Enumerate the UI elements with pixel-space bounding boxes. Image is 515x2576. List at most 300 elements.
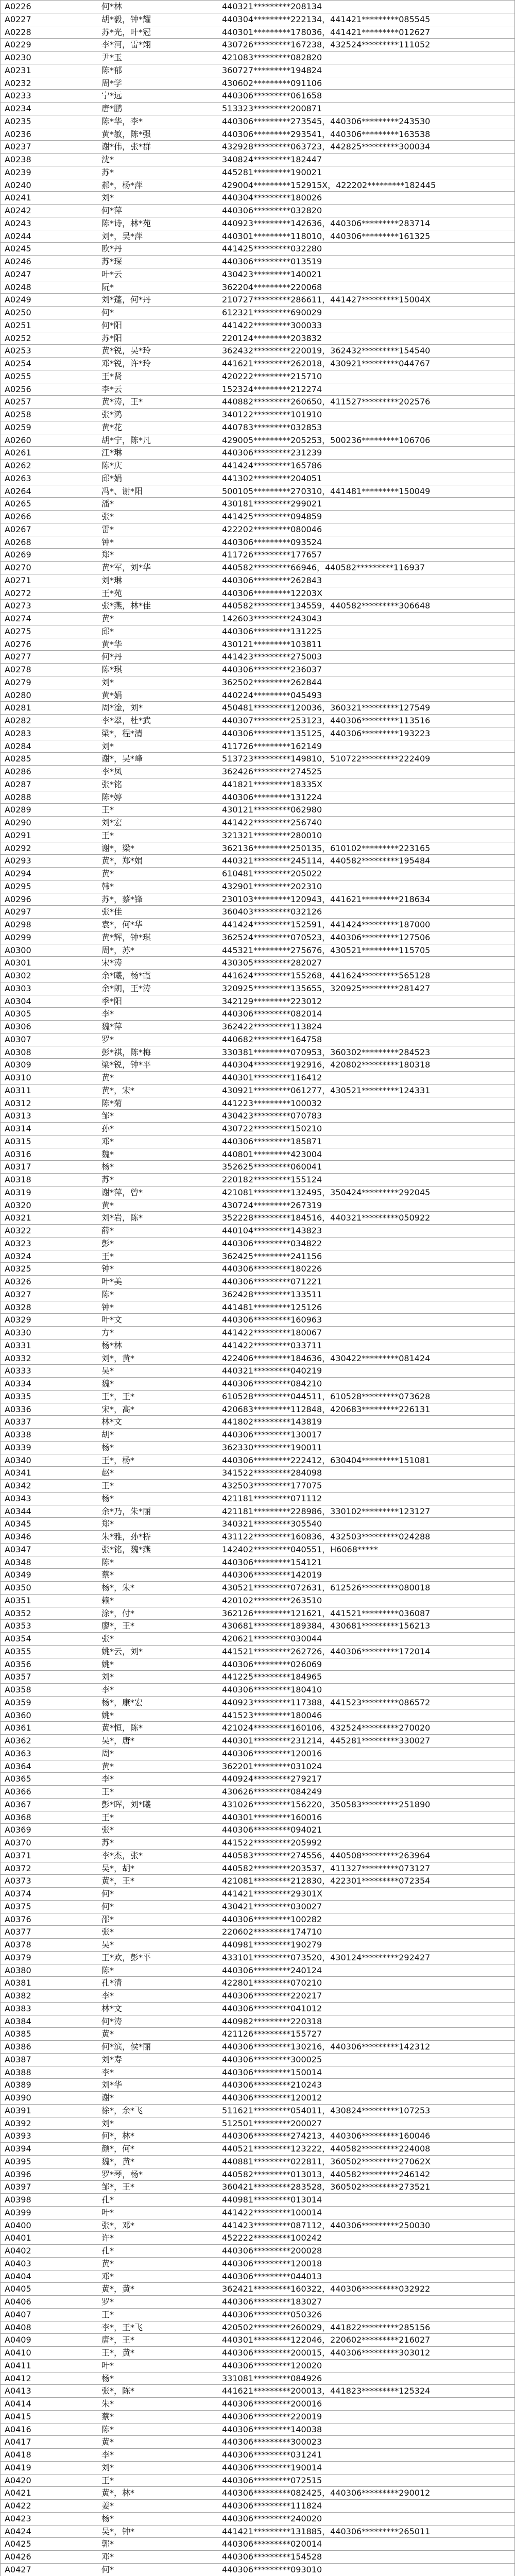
holder-name-cell: 杨*，康*宏	[101, 1697, 143, 1707]
table-row	[1, 2347, 514, 2360]
holder-name-cell: 何*丹	[101, 652, 123, 662]
holder-name-cell: 王*	[101, 1251, 114, 1261]
holder-name-cell: 蔡*	[101, 2411, 114, 2421]
table-row	[1, 2168, 514, 2181]
holder-name-cell: 钟*	[101, 1302, 114, 1312]
id-number-cell: 421181*********071112	[222, 1493, 322, 1503]
table-row	[1, 409, 514, 421]
table-row	[1, 307, 514, 319]
table-row	[1, 1174, 514, 1187]
id-number-cell: 440306*********082014	[222, 1009, 322, 1019]
record-id-cell: A0307	[5, 1034, 31, 1044]
holder-name-cell: 余*乃，朱*丽	[101, 1506, 151, 1516]
id-number-cell: 433101*********073520，430124*********292427	[222, 1952, 431, 1962]
id-number-cell: 362422*********113824	[222, 1022, 322, 1031]
table-row	[1, 2181, 514, 2194]
holder-name-cell: 陈*华，李*	[101, 116, 143, 126]
table-row	[1, 1607, 514, 1620]
table-row	[1, 1403, 514, 1416]
table-row	[1, 1238, 514, 1250]
holder-name-cell: 张*佳	[101, 907, 123, 917]
table-row	[1, 447, 514, 460]
record-id-cell: A0302	[5, 971, 31, 980]
id-number-cell: 352625*********060041	[222, 1162, 322, 1172]
table-row	[1, 1212, 514, 1225]
table-row	[1, 26, 514, 39]
record-id-cell: A0408	[5, 2322, 31, 2332]
holder-name-cell: 孔*	[101, 2195, 114, 2205]
table-row	[1, 855, 514, 868]
id-number-cell: 331081*********084926	[222, 2373, 322, 2383]
record-id-cell: A0336	[5, 1404, 31, 1414]
table-row	[1, 2041, 514, 2054]
holder-name-cell: 张*鸿	[101, 410, 123, 419]
table-row	[1, 1633, 514, 1646]
holder-name-cell: 余*曦，杨*霞	[101, 971, 151, 980]
table-row	[1, 804, 514, 817]
record-id-cell: A0272	[5, 588, 31, 598]
holder-name-cell: 朱*雅，孙*桥	[101, 1532, 151, 1541]
record-id-cell: A0278	[5, 665, 31, 674]
holder-name-cell: 罗*	[101, 1034, 114, 1044]
holder-name-cell: 黄*华	[101, 639, 123, 649]
holder-name-cell: 杨*	[101, 2513, 114, 2523]
holder-name-cell: 王*	[101, 830, 114, 840]
holder-name-cell: 叶*	[101, 2207, 114, 2217]
id-number-cell: 440306*********111824	[222, 2501, 322, 2511]
id-number-cell: 440306*********061658	[222, 91, 322, 101]
id-number-cell: 421081*********132495，350424*********292045	[222, 1187, 431, 1197]
holder-name-cell: 刘*，黄*	[101, 1353, 135, 1363]
id-number-cell: 440682*********164758	[222, 1034, 322, 1044]
holder-name-cell: 胡*	[101, 1430, 114, 1439]
record-id-cell: A0251	[5, 320, 31, 330]
record-id-cell: A0368	[5, 1812, 31, 1822]
id-number-cell: 441621*********200013，441823*********125324	[222, 2386, 431, 2396]
table-row	[1, 2092, 514, 2105]
record-id-cell: A0231	[5, 65, 31, 75]
holder-name-cell: 张*铭	[101, 779, 123, 789]
table-row	[1, 294, 514, 307]
holder-name-cell: 王*	[101, 2309, 114, 2319]
table-row	[1, 1187, 514, 1199]
record-id-cell: A0292	[5, 843, 31, 853]
holder-name-cell: 罗*	[101, 2297, 114, 2307]
record-id-cell: A0232	[5, 78, 31, 88]
record-id-cell: A0394	[5, 2144, 31, 2154]
id-number-cell: 452222*********100242	[222, 2233, 322, 2243]
holder-name-cell: 苏*琛	[101, 257, 123, 266]
record-id-cell: A0356	[5, 1659, 31, 1669]
id-number-cell: 440306*********142019	[222, 1570, 322, 1580]
table-row	[1, 1021, 514, 1033]
holder-name-cell: 王*	[101, 1481, 114, 1490]
record-id-cell: A0294	[5, 869, 31, 878]
id-number-cell: 441223*********100032	[222, 1098, 322, 1108]
record-id-cell: A0373	[5, 1876, 31, 1886]
id-number-cell: 441422*********180067	[222, 1328, 322, 1337]
record-id-cell: A0309	[5, 1060, 31, 1070]
table-row	[1, 192, 514, 205]
record-id-cell: A0385	[5, 2029, 31, 2039]
id-number-cell: 420222*********215710	[222, 371, 322, 381]
id-number-cell: 440306*********120020	[222, 2360, 322, 2370]
id-number-cell: 440306*********031241	[222, 2450, 322, 2460]
table-row	[1, 1901, 514, 1913]
table-row	[1, 256, 514, 268]
holder-name-cell: 苏*，蔡*锋	[101, 894, 143, 904]
id-number-cell: 340321*********305540	[222, 1519, 322, 1529]
holder-name-cell: 陈*庆	[101, 461, 123, 470]
holder-name-cell: 李*	[101, 1009, 114, 1019]
id-number-cell: 440582*********203537，411327*********073127	[222, 1863, 431, 1873]
record-id-cell: A0326	[5, 1277, 31, 1286]
id-number-cell: 431122*********160836，432503*********024288	[222, 1532, 431, 1541]
table-row	[1, 880, 514, 893]
id-number-cell: 152324*********212274	[222, 384, 322, 394]
holder-name-cell: 刘*	[101, 193, 114, 203]
record-id-cell: A0285	[5, 754, 31, 764]
id-number-cell: 440301*********178036，441421*********012627	[222, 27, 431, 37]
table-row	[1, 1977, 514, 1990]
table-row	[1, 2372, 514, 2385]
id-number-cell: 440306*********200015，440306*********303012	[222, 2348, 431, 2358]
record-id-cell: A0377	[5, 1927, 31, 1937]
id-number-cell: 420502*********260029，441822*********285156	[222, 2322, 431, 2332]
id-number-cell: 440301*********116412	[222, 1073, 322, 1082]
id-number-cell: 440306*********094021	[222, 1825, 322, 1835]
table-row	[1, 485, 514, 498]
record-id-cell: A0330	[5, 1328, 31, 1337]
record-id-cell: A0296	[5, 894, 31, 904]
holder-name-cell: 黄*军，刘*华	[101, 563, 151, 572]
table-row	[1, 434, 514, 447]
table-row	[1, 1913, 514, 1926]
record-id-cell: A0397	[5, 2182, 31, 2192]
id-number-cell: 430121*********062980	[222, 805, 322, 815]
table-row	[1, 944, 514, 957]
table-row	[1, 1, 514, 13]
id-number-cell: 440306*********210243	[222, 2080, 322, 2090]
table-row	[1, 1748, 514, 1760]
id-number-cell: 220124*********203832	[222, 333, 322, 343]
table-row	[1, 1442, 514, 1454]
holder-name-cell: 李*	[101, 1685, 114, 1694]
table-row	[1, 2156, 514, 2168]
holder-name-cell: 方*	[101, 1328, 114, 1337]
record-id-cell: A0276	[5, 639, 31, 649]
holder-name-cell: 陈*婷	[101, 792, 123, 802]
id-number-cell: 440304*********222134，441421*********085545	[222, 14, 431, 24]
holder-name-cell: 何*萍	[101, 206, 123, 215]
id-number-cell: 440981*********013014	[222, 2195, 322, 2205]
holder-name-cell: 陈*诗，林*苑	[101, 218, 151, 228]
table-row	[1, 1531, 514, 1544]
record-id-cell: A0338	[5, 1430, 31, 1439]
record-id-cell: A0417	[5, 2437, 31, 2447]
table-row	[1, 2194, 514, 2207]
table-row	[1, 2003, 514, 2015]
table-row	[1, 1722, 514, 1735]
holder-name-cell: 王*苑	[101, 588, 123, 598]
id-number-cell: 422202*********080046	[222, 524, 322, 534]
table-row	[1, 995, 514, 1008]
record-id-cell: A0418	[5, 2450, 31, 2460]
holder-name-cell: 陈*	[101, 1289, 114, 1299]
record-id-cell: A0290	[5, 818, 31, 827]
id-number-cell: 440306*********120018	[222, 2258, 322, 2268]
id-number-cell: 420621*********030044	[222, 1634, 322, 1643]
holder-name-cell: 黄*，王*	[101, 1876, 135, 1886]
record-id-cell: A0248	[5, 282, 31, 292]
holder-name-cell: 黄*恒，陈*	[101, 1723, 143, 1733]
id-number-cell: 320925*********135655，320925*********281427	[222, 983, 431, 993]
table-row	[1, 1620, 514, 1633]
id-number-cell: 440306*********072515	[222, 2475, 322, 2485]
holder-name-cell: 黄*敏，陈*强	[101, 129, 151, 139]
record-id-cell: A0228	[5, 27, 31, 37]
holder-name-cell: 黄*花	[101, 422, 123, 432]
table-row	[1, 638, 514, 651]
record-id-cell: A0313	[5, 1111, 31, 1121]
record-id-cell: A0348	[5, 1557, 31, 1567]
table-row	[1, 1952, 514, 1964]
record-id-cell: A0268	[5, 537, 31, 547]
table-row	[1, 1862, 514, 1875]
record-id-cell: A0242	[5, 206, 31, 215]
table-row	[1, 1327, 514, 1340]
table-row	[1, 396, 514, 409]
table-row	[1, 2500, 514, 2513]
holder-name-cell: 尹*玉	[101, 53, 123, 62]
record-id-cell: A0252	[5, 333, 31, 343]
record-id-cell: A0363	[5, 1748, 31, 1758]
holder-name-cell: 李*	[101, 1991, 114, 2001]
id-number-cell: 440982*********220318	[222, 2016, 322, 2026]
holder-name-cell: 刘*宏	[101, 818, 123, 827]
record-id-cell: A0364	[5, 1761, 31, 1771]
id-number-cell: 441422*********300033	[222, 320, 322, 330]
holder-name-cell: 胡*毅，钟*耀	[101, 14, 151, 24]
id-number-cell: 440306*********120012	[222, 2093, 322, 2103]
table-row	[1, 817, 514, 829]
holder-name-cell: 李*河，雷*翊	[101, 40, 151, 50]
id-number-cell: 440306*********154121	[222, 1557, 322, 1567]
record-id-cell: A0271	[5, 575, 31, 585]
id-number-cell: 430121*********103811	[222, 639, 322, 649]
record-id-cell: A0424	[5, 2526, 31, 2536]
table-row	[1, 1467, 514, 1480]
record-id-cell: A0291	[5, 830, 31, 840]
record-id-cell: A0279	[5, 677, 31, 687]
id-number-cell: 430921*********061277，430521*********124331	[222, 1085, 431, 1095]
record-id-cell: A0369	[5, 1825, 31, 1835]
table-row	[1, 358, 514, 370]
table-row	[1, 1875, 514, 1888]
record-id-cell: A0383	[5, 2003, 31, 2013]
table-row	[1, 2526, 514, 2538]
holder-name-cell: 林*文	[101, 1417, 123, 1427]
record-id-cell: A0358	[5, 1685, 31, 1694]
table-row	[1, 600, 514, 613]
holder-name-cell: 魏*，黄*	[101, 2156, 135, 2166]
record-id-cell: A0257	[5, 397, 31, 407]
record-id-cell: A0317	[5, 1162, 31, 1172]
holder-name-cell: 张*	[101, 512, 114, 521]
holder-name-cell: 姚*	[101, 1659, 114, 1669]
record-id-cell: A0415	[5, 2411, 31, 2421]
holder-name-cell: 余*朗，王*涛	[101, 983, 151, 993]
holder-name-cell: 彭*晖，刘*曦	[101, 1799, 151, 1809]
holder-name-cell: 黄*	[101, 1761, 114, 1771]
record-id-cell: A0335	[5, 1391, 31, 1401]
id-number-cell: 440306*********013519	[222, 257, 322, 266]
record-id-cell: A0237	[5, 142, 31, 152]
record-id-cell: A0328	[5, 1302, 31, 1312]
holder-name-cell: 黄*	[101, 2029, 114, 2039]
table-row	[1, 574, 514, 587]
table-row	[1, 2066, 514, 2079]
holder-name-cell: 周*	[101, 1748, 114, 1758]
table-row	[1, 2079, 514, 2092]
holder-name-cell: 王*欢，彭*平	[101, 1952, 151, 1962]
table-row	[1, 115, 514, 128]
holder-name-cell: 宋*，高*	[101, 1404, 135, 1414]
table-row	[1, 1084, 514, 1097]
id-number-cell: 440583*********274556，440508*********263964	[222, 1850, 431, 1860]
id-number-cell: 430726*********167238，432524*********111052	[222, 40, 431, 50]
record-id-cell: A0333	[5, 1366, 31, 1376]
holder-name-cell: 何*林	[101, 2, 123, 11]
id-number-cell: 440307*********253123，440306*********113516	[222, 716, 431, 725]
id-number-cell: 440306*********026069	[222, 1659, 322, 1669]
id-number-cell: 430305*********282027	[222, 958, 322, 968]
record-id-cell: A0247	[5, 269, 31, 279]
holder-name-cell: 林*文	[101, 2003, 123, 2013]
holder-name-cell: 潘*	[101, 499, 114, 509]
table-row	[1, 536, 514, 549]
id-number-cell: 440306*********240020	[222, 2513, 322, 2523]
record-id-cell: A0226	[5, 2, 31, 11]
table-row	[1, 243, 514, 256]
record-id-cell: A0303	[5, 983, 31, 993]
table-row	[1, 2424, 514, 2436]
holder-name-cell: 魏*萍	[101, 1022, 123, 1031]
holder-name-cell: 罗*琴，杨*	[101, 2169, 143, 2179]
holder-name-cell: 刘*琳	[101, 575, 123, 585]
id-number-cell: 430181*********299021	[222, 499, 322, 509]
id-number-cell: 420102*********263510	[222, 1595, 322, 1605]
id-number-cell: 440306*********220217	[222, 1991, 322, 2001]
record-id-cell: A0282	[5, 716, 31, 725]
holder-name-cell: 杨*	[101, 1493, 114, 1503]
id-number-cell: 440306*********220019	[222, 2411, 322, 2421]
id-number-cell: 340122*********101910	[222, 410, 322, 419]
record-id-cell: A0357	[5, 1672, 31, 1682]
table-row	[1, 2385, 514, 2398]
id-number-cell: 445321*********275676，430521*********115705	[222, 945, 431, 955]
table-row	[1, 1544, 514, 1556]
table-row	[1, 1199, 514, 1212]
holder-name-cell: 彭*	[101, 1238, 114, 1248]
id-number-cell: 440306*********160963	[222, 1315, 322, 1325]
id-number-cell: 440306*********130216，440306*********142312	[222, 2042, 431, 2052]
holder-name-cell: 冯*、谢*阳	[101, 486, 143, 496]
holder-name-cell: 韩*	[101, 881, 114, 891]
record-id-cell: A0395	[5, 2156, 31, 2166]
id-number-cell: 440306*********300023	[222, 2437, 322, 2447]
id-number-cell: 432928*********063723，442825*********300034	[222, 142, 431, 152]
holder-name-cell: 张*铭，魏*燕	[101, 1544, 151, 1554]
table-row	[1, 1263, 514, 1276]
id-number-cell: 440104*********143823	[222, 1226, 322, 1235]
holder-name-cell: 刘*	[101, 2462, 114, 2472]
record-id-cell: A0255	[5, 371, 31, 381]
holder-name-cell: 宁*远	[101, 91, 123, 101]
id-number-cell: 440301*********160016	[222, 1812, 322, 1822]
table-row	[1, 1582, 514, 1595]
table-row	[1, 2398, 514, 2411]
holder-name-cell: 王*	[101, 2475, 114, 2485]
holder-name-cell: 黄*，郑*娟	[101, 856, 143, 866]
record-id-cell: A0264	[5, 486, 31, 496]
id-number-cell: 440306*********150014	[222, 2067, 322, 2077]
table-row	[1, 2207, 514, 2219]
table-row	[1, 370, 514, 383]
record-id-cell: A0380	[5, 1965, 31, 1975]
holder-name-cell: 陈*菊	[101, 1098, 123, 1108]
holder-name-cell: 陈*	[101, 1965, 114, 1975]
id-number-cell: 429004*********152915X，422202*********182445	[222, 180, 436, 190]
id-number-cell: 440301*********231214，445281*********330027	[222, 1736, 431, 1745]
holder-name-cell: 邹*，王*	[101, 2182, 135, 2192]
table-row	[1, 2143, 514, 2156]
holder-name-cell: 苏*	[101, 167, 114, 177]
holder-name-cell: 王*贤	[101, 371, 123, 381]
id-number-cell: 440321*********245114，440582*********195484	[222, 856, 431, 866]
holder-name-cell: 梁*，程*清	[101, 728, 143, 738]
table-row	[1, 1110, 514, 1123]
holder-name-cell: 黄*	[101, 1200, 114, 1210]
id-number-cell: 440881*********022811，360502*********27062X	[222, 2156, 431, 2166]
record-id-cell: A0339	[5, 1442, 31, 1452]
record-id-cell: A0376	[5, 1914, 31, 1924]
record-id-cell: A0427	[5, 2564, 31, 2574]
holder-name-cell: 沈*	[101, 155, 114, 164]
id-number-cell: 362204*********220068	[222, 282, 322, 292]
record-id-cell: A0239	[5, 167, 31, 177]
table-row	[1, 766, 514, 778]
record-id-cell: A0399	[5, 2207, 31, 2217]
id-number-cell: 440306*********236037	[222, 665, 322, 674]
record-id-cell: A0387	[5, 2054, 31, 2064]
holder-name-cell: 杨*，朱*	[101, 1583, 135, 1592]
table-row	[1, 1314, 514, 1327]
table-row	[1, 613, 514, 625]
id-number-cell: 421181*********228986，330102*********123127	[222, 1506, 431, 1516]
table-row	[1, 2475, 514, 2487]
holder-name-cell: 何*涛	[101, 2016, 123, 2026]
id-number-cell: 440306*********093524	[222, 537, 322, 547]
record-id-cell: A0265	[5, 499, 31, 509]
id-number-cell: 440304*********180026	[222, 193, 322, 203]
holder-name-cell: 胡*宁，陈*凡	[101, 435, 151, 445]
id-number-cell: 421083*********082820	[222, 53, 322, 62]
id-number-cell: 440306*********100282	[222, 1914, 322, 1924]
holder-name-cell: 邓*	[101, 2552, 114, 2562]
table-row	[1, 664, 514, 676]
holder-name-cell: 李*	[101, 2067, 114, 2077]
